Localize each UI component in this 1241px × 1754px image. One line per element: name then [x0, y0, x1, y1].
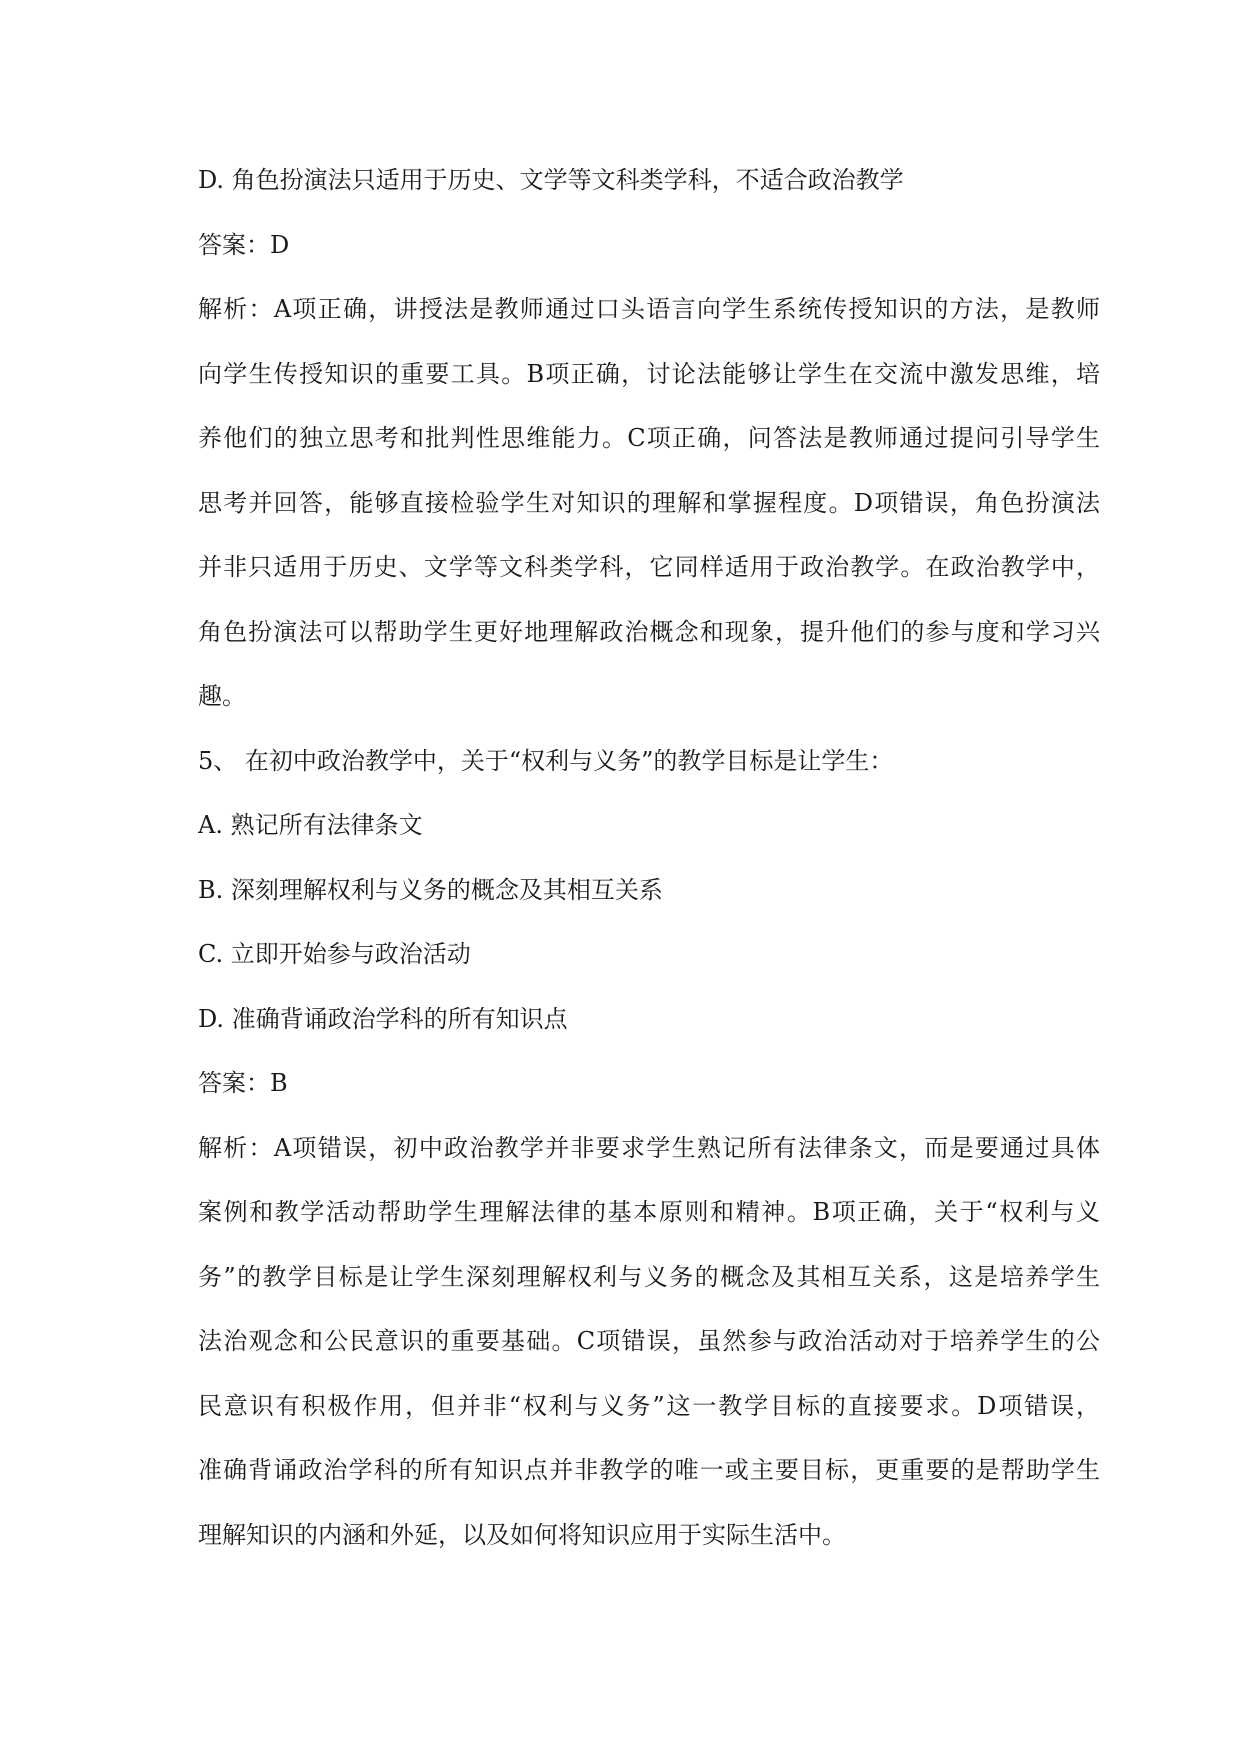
text-line: B. 深刻理解权利与义务的概念及其相互关系: [198, 875, 663, 904]
q4-option-d: [198, 148, 1100, 213]
q5-answer: [198, 1051, 1100, 1116]
q4-analysis: [198, 277, 1100, 729]
q5-option-b: [198, 858, 1100, 923]
q5-option-d: [198, 987, 1100, 1052]
text-line: 法治观念和公民意识的重要基础。C项错误，虽然参与政治活动对于培养学生的公: [198, 1327, 1100, 1355]
text-line: 并非只适用于历史、文学等文科类学科，它同样适用于政治教学。在政治教学中，: [198, 553, 1100, 581]
text-line: 准确背诵政治学科的所有知识点并非教学的唯一或主要目标，更重要的是帮助学生: [198, 1456, 1100, 1484]
text-line: D. 角色扮演法只适用于历史、文学等文科类学科，不适合政治教学: [198, 166, 904, 194]
text-line: A. 熟记所有法律条文: [198, 811, 423, 839]
text-line: 养他们的独立思考和批判性思维能力。C项正确，问答法是教师通过提问引导学生: [198, 424, 1100, 452]
q5-analysis: [198, 1116, 1100, 1568]
document-page: [198, 148, 1100, 1567]
text-line: 案例和教学活动帮助学生理解法律的基本原则和精神。B项正确，关于“权利与义: [198, 1198, 1100, 1226]
text-line: 思考并回答，能够直接检验学生对知识的理解和掌握程度。D项错误，角色扮演法: [198, 488, 1100, 517]
text-line: 理解知识的内涵和外延，以及如何将知识应用于实际生活中。: [198, 1520, 846, 1549]
text-line: 解析：A项错误，初中政治教学并非要求学生熟记所有法律条文，而是要通过具体: [198, 1133, 1100, 1162]
text-line: 趣。: [198, 682, 246, 710]
text-line: D. 准确背诵政治学科的所有知识点: [198, 1004, 568, 1033]
text-line: C. 立即开始参与政治活动: [198, 940, 471, 968]
text-line: 解析：A项正确，讲授法是教师通过口头语言向学生系统传授知识的方法，是教师: [198, 295, 1100, 323]
text-line: 务”的教学目标是让学生深刻理解权利与义务的概念及其相互关系，这是培养学生: [198, 1262, 1100, 1291]
text-line: 向学生传授知识的重要工具。B项正确，讨论法能够让学生在交流中激发思维，培: [198, 359, 1100, 388]
q5-option-c: [198, 922, 1100, 987]
q4-answer: [198, 213, 1100, 278]
q5-option-a: [198, 793, 1100, 858]
q5-stem: [198, 729, 1100, 794]
text-line: 民意识有积极作用，但并非“权利与义务”这一教学目标的直接要求。D项错误，: [198, 1391, 1100, 1420]
text-line: 答案：B: [198, 1069, 288, 1097]
text-line: 答案：D: [198, 230, 290, 259]
text-line: 5、 在初中政治教学中，关于“权利与义务”的教学目标是让学生：: [198, 746, 894, 775]
text-line: 角色扮演法可以帮助学生更好地理解政治概念和现象，提升他们的参与度和学习兴: [198, 617, 1100, 646]
